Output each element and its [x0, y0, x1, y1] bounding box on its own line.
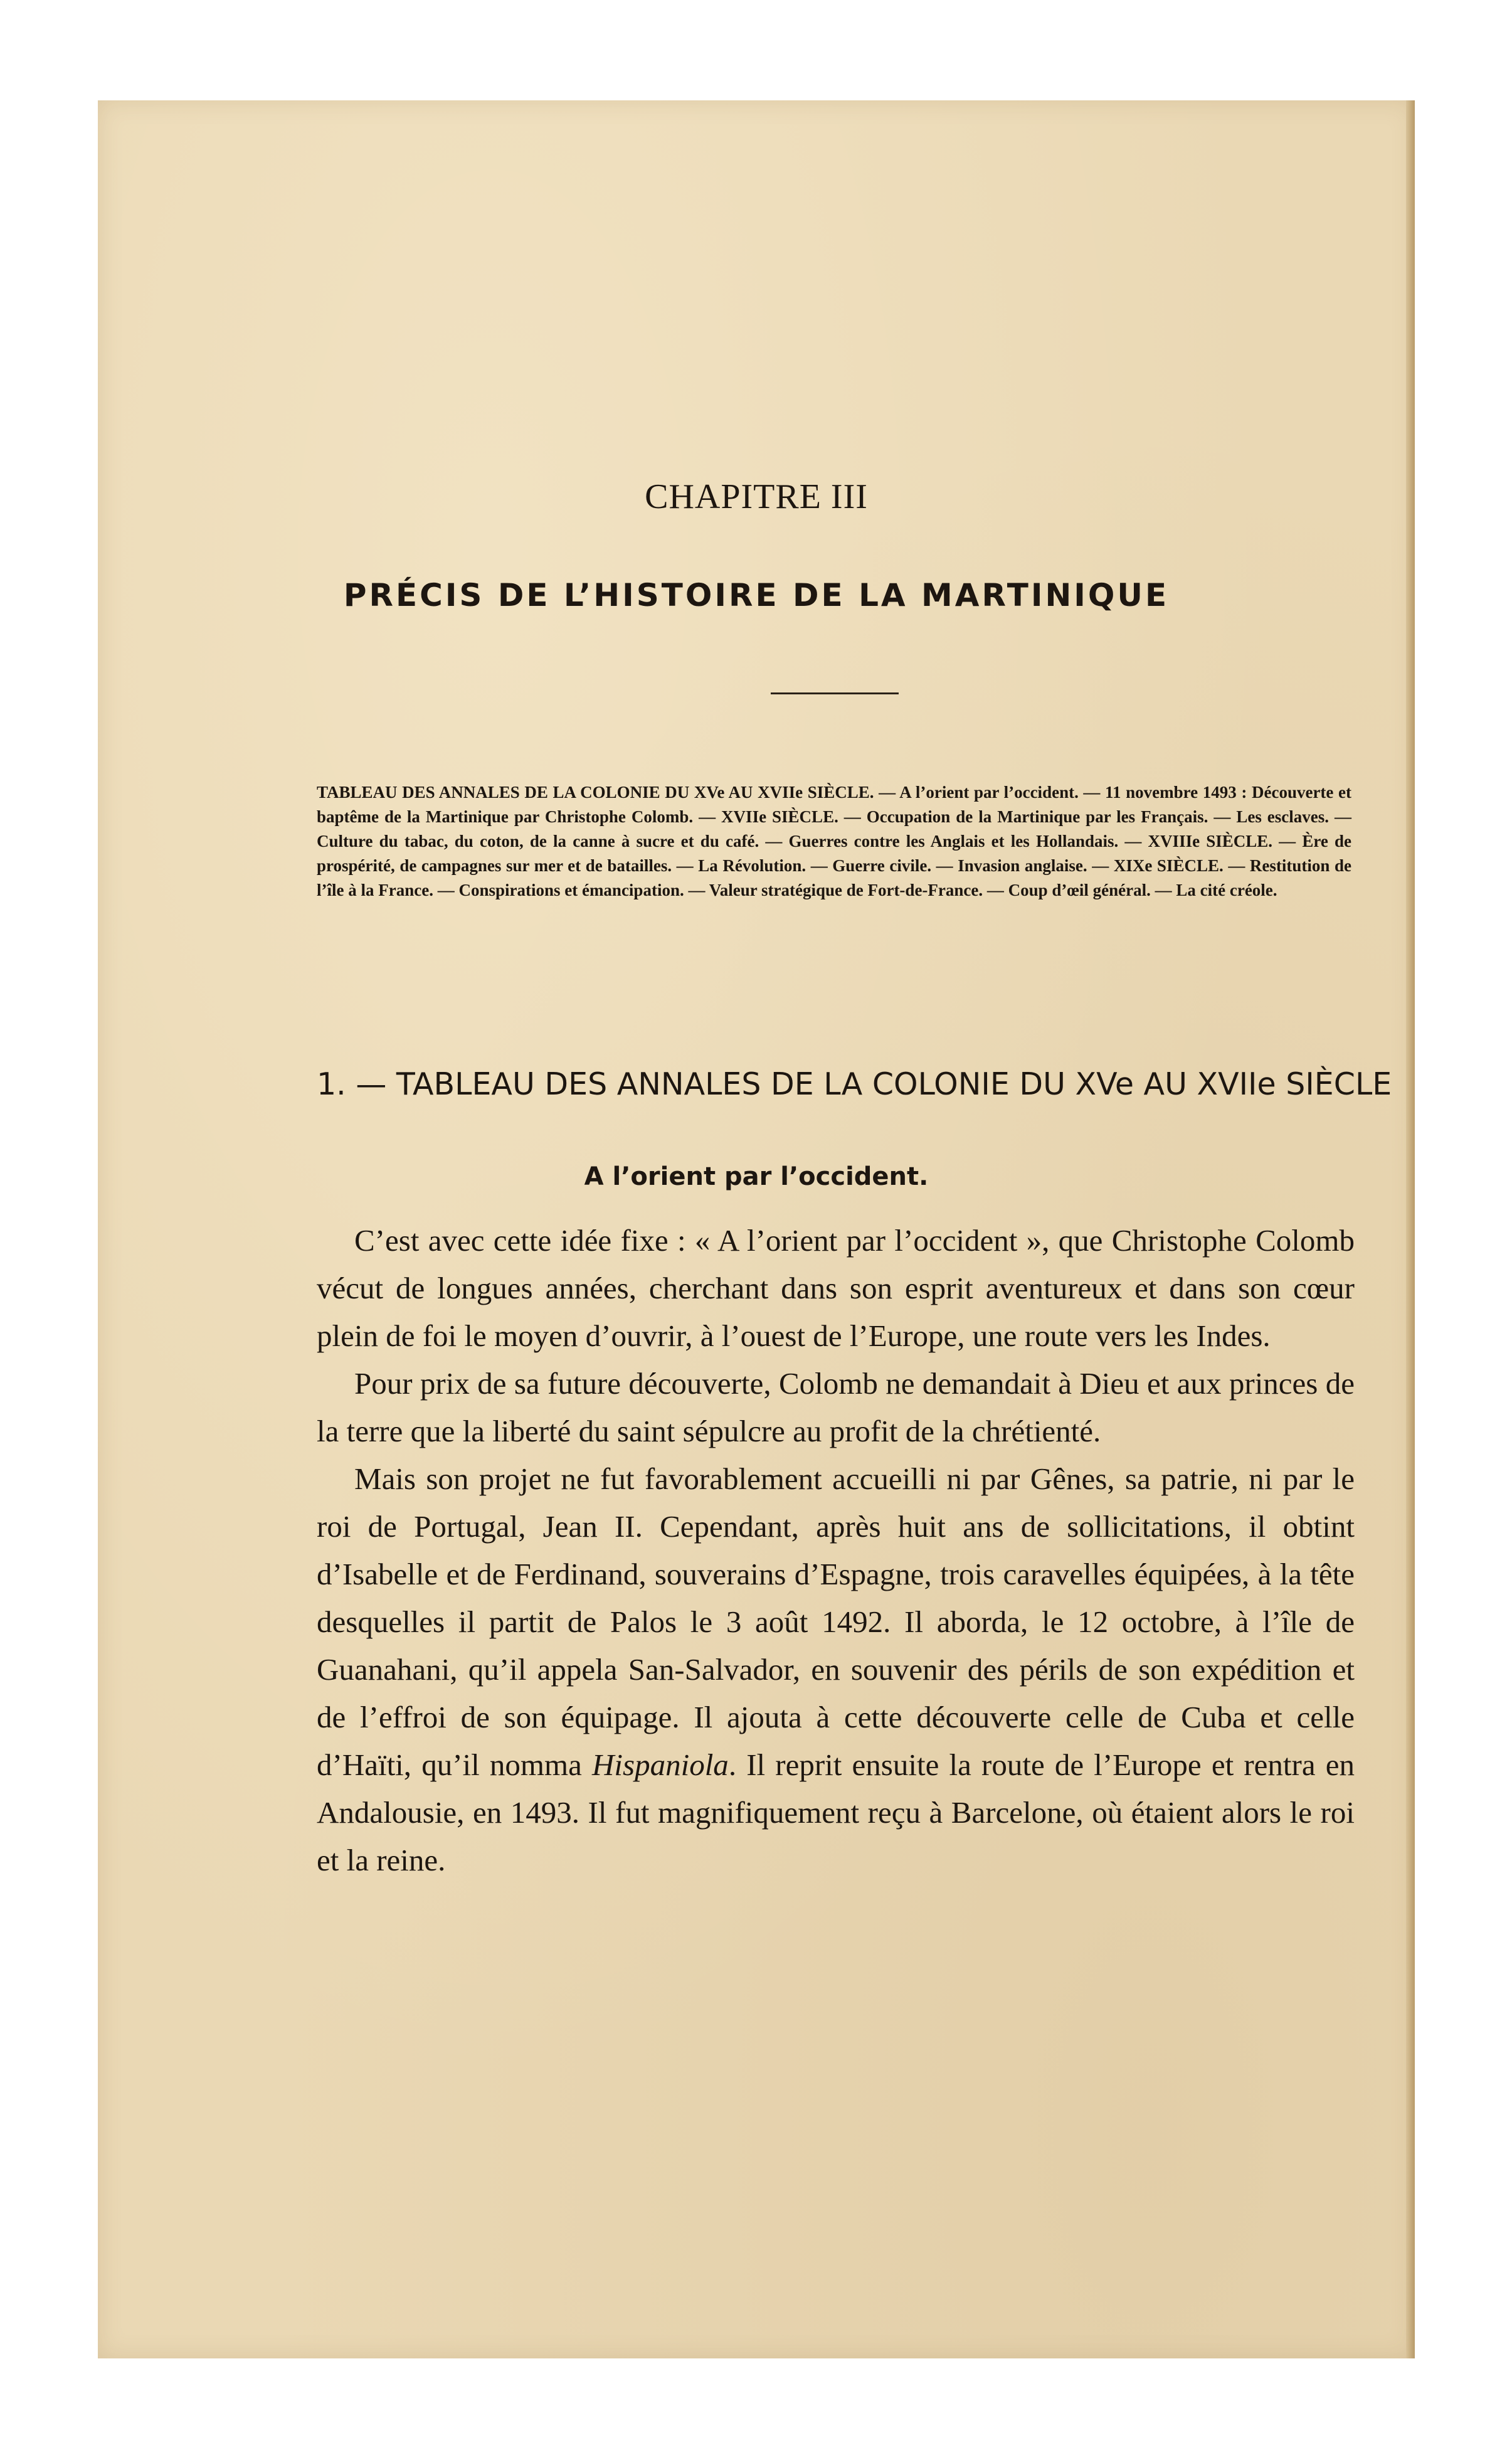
page-edge — [1406, 100, 1415, 2358]
paragraph-3 — [317, 1455, 1355, 1884]
section-subheading: A l’orient par l’occident. — [584, 1162, 929, 1191]
chapter-label: CHAPITRE III — [645, 477, 868, 516]
hispaniola-italic: Hispaniola — [592, 1747, 729, 1782]
paragraph-3-text-b: . Il reprit ensuite la route de l’Europe et rentra en Andalousie, en 1493. Il fut magnifiquement reçu à Barcelone, où étaient alors le roi et la reine. — [317, 1747, 1355, 1877]
section-heading: 1. — TABLEAU DES ANNALES DE LA COLONIE DU XVe AU XVIIe SIÈCLE — [317, 1066, 1392, 1102]
chapter-summary: TABLEAU DES ANNALES DE LA COLONIE DU XVe AU XVIIe SIÈCLE. — A l’orient par l’occident. — 11 novembre 1493 : Découverte et baptême de la Martinique par Christophe Colomb. — XVIIe SIÈCLE. — Occupation de la Martinique par les Français. — Les esclaves. — Culture du tabac, du coton, de la canne à sucre et du café. — Guerres contre les Anglais et les Hollandais. — XVIIIe SIÈCLE. — Ère de prospérité, de campagnes sur mer et de batailles. — La Révolution. — Guerre civile. — Invasion anglaise. — XIXe SIÈCLE. — Restitution de l’île à la France. — Conspirations et émancipation. — Valeur stratégique de Fort-de-France. — Coup d’œil général. — La cité créole. — [317, 783, 1351, 899]
paragraph-3-text-a: Mais son projet ne fut favorablement accueilli ni par Gênes, sa patrie, ni par le roi de Portugal, Jean II. Cependant, après huit ans de sollicitations, il obtint d’Isabelle et de Ferdinand, souverains d’Espagne, trois caravelles équipées, à la tête desquelles il partit de Palos le 3 août 1492. Il aborda, le 12 octobre, à l’île de Guanahani, qu’il appela San-Salvador, en souvenir des périls de son expédition et de l’effroi de son équipage. Il ajouta à cette découverte celle de Cuba et celle d’Haïti, qu’il nomma — [317, 1461, 1355, 1782]
paragraph-2: Pour prix de sa future découverte, Colomb ne demandait à Dieu et aux princes de la terre que la liberté du saint sépulcre au profit de la chrétienté. — [317, 1366, 1355, 1448]
paragraph-1: C’est avec cette idée fixe : « A l’orient par l’occident », que Christophe Colomb vécut de longues années, cherchant dans son esprit aventureux et dans son cœur plein de foi le moyen d’ouvrir, à l’ouest de l’Europe, une route vers les Indes. — [317, 1223, 1355, 1353]
book-page — [98, 100, 1415, 2358]
divider-rule — [771, 692, 899, 694]
chapter-title: PRÉCIS DE L’HISTOIRE DE LA MARTINIQUE — [343, 577, 1170, 613]
body-text — [317, 1217, 1355, 1884]
